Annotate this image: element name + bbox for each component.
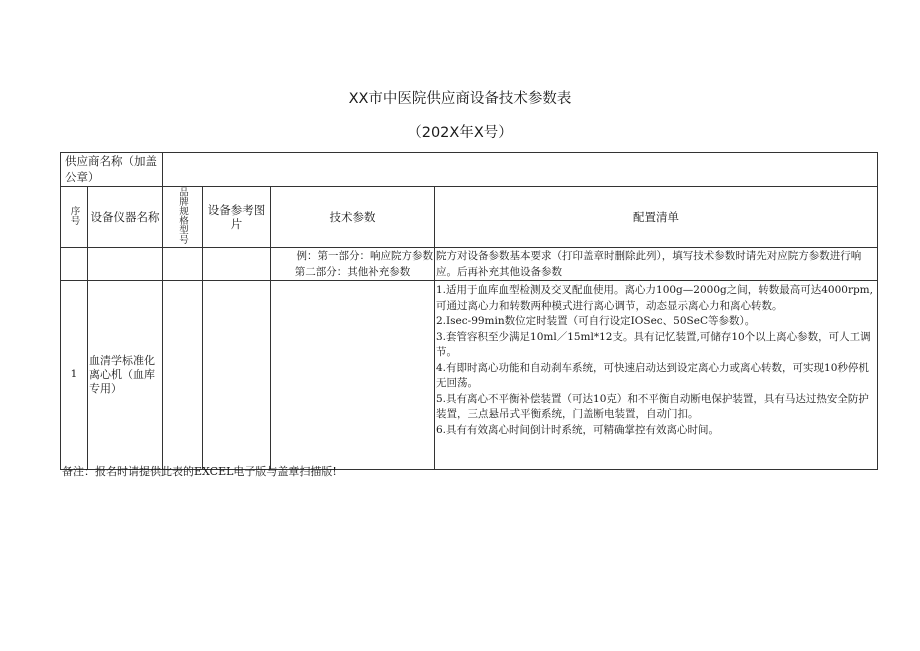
example-tech-params xyxy=(271,248,435,281)
header-tech-params: 技术参数 xyxy=(271,187,435,248)
config-item: 6.具有有效离心时间倒计时系统，可精确掌控有效离心时间。 xyxy=(436,423,720,436)
config-item: 5.具有离心不平衡补偿装置（可达10克）和不平衡自动断电保护装置，具有马达过热安全防护装置，三点悬吊式平衡系统，门盖断电装置，自动门扣。 xyxy=(436,392,869,420)
example-part1: 例：第一部分：响应院方参数 xyxy=(296,250,433,262)
example-instruction: 院方对设备参数基本要求（打印盖章时删除此列），填写技术参数时请先对应院方参数进行响应。后再补充其他设备参数 xyxy=(435,248,878,281)
row-brand-model[interactable] xyxy=(163,281,203,470)
supplier-value[interactable] xyxy=(163,153,878,187)
config-item: 3.套管容积至少满足10ml／15ml*12支。具有记忆装置,可储存10个以上离心参数，可人工调节。 xyxy=(436,330,871,358)
row-config-list xyxy=(435,281,878,470)
row-ref-image[interactable] xyxy=(203,281,271,470)
row-device-name: 血清学标准化离心机（血库专用） xyxy=(88,281,163,470)
config-item: 2.Isec-99min数位定时装置（可自行设定IOSec、50SeC等参数）。 xyxy=(436,315,756,327)
footnote: 备注：报名时请提供此表的EXCEL电子版与盖章扫描版! xyxy=(62,465,337,478)
document-title: XX市中医院供应商设备技术参数表 xyxy=(348,91,572,107)
header-ref-image: 设备参考图片 xyxy=(203,187,271,248)
table-row xyxy=(61,281,878,470)
header-device-name: 设备仪器名称 xyxy=(88,187,163,248)
example-part2: 第二部分：其他补充参数 xyxy=(294,266,411,278)
example-row xyxy=(61,248,878,281)
header-brand-model: 品牌规格型号 xyxy=(163,187,203,248)
supplier-row xyxy=(61,153,878,187)
header-row xyxy=(61,187,878,248)
config-item: 4.有即时离心功能和自动刹车系统，可快速启动达到设定离心力或离心转数，可实现10秒停机无回荡。 xyxy=(436,361,869,389)
row-seq: 1 xyxy=(61,281,88,470)
header-config-list: 配置清单 xyxy=(435,187,878,248)
parameter-table xyxy=(60,152,878,470)
supplier-label: 供应商名称（加盖公章） xyxy=(61,153,163,187)
config-item: 1.适用于血库血型检测及交叉配血使用。离心力100g—2000g之间，转数最高可达4000rpm,可通过离心力和转数两种模式进行离心调节，动态显示离心力和离心转数。 xyxy=(436,284,873,312)
document-subtitle: （202X年X号） xyxy=(407,125,513,141)
row-tech-params[interactable] xyxy=(271,281,435,470)
header-seq: 序号 xyxy=(61,187,88,248)
